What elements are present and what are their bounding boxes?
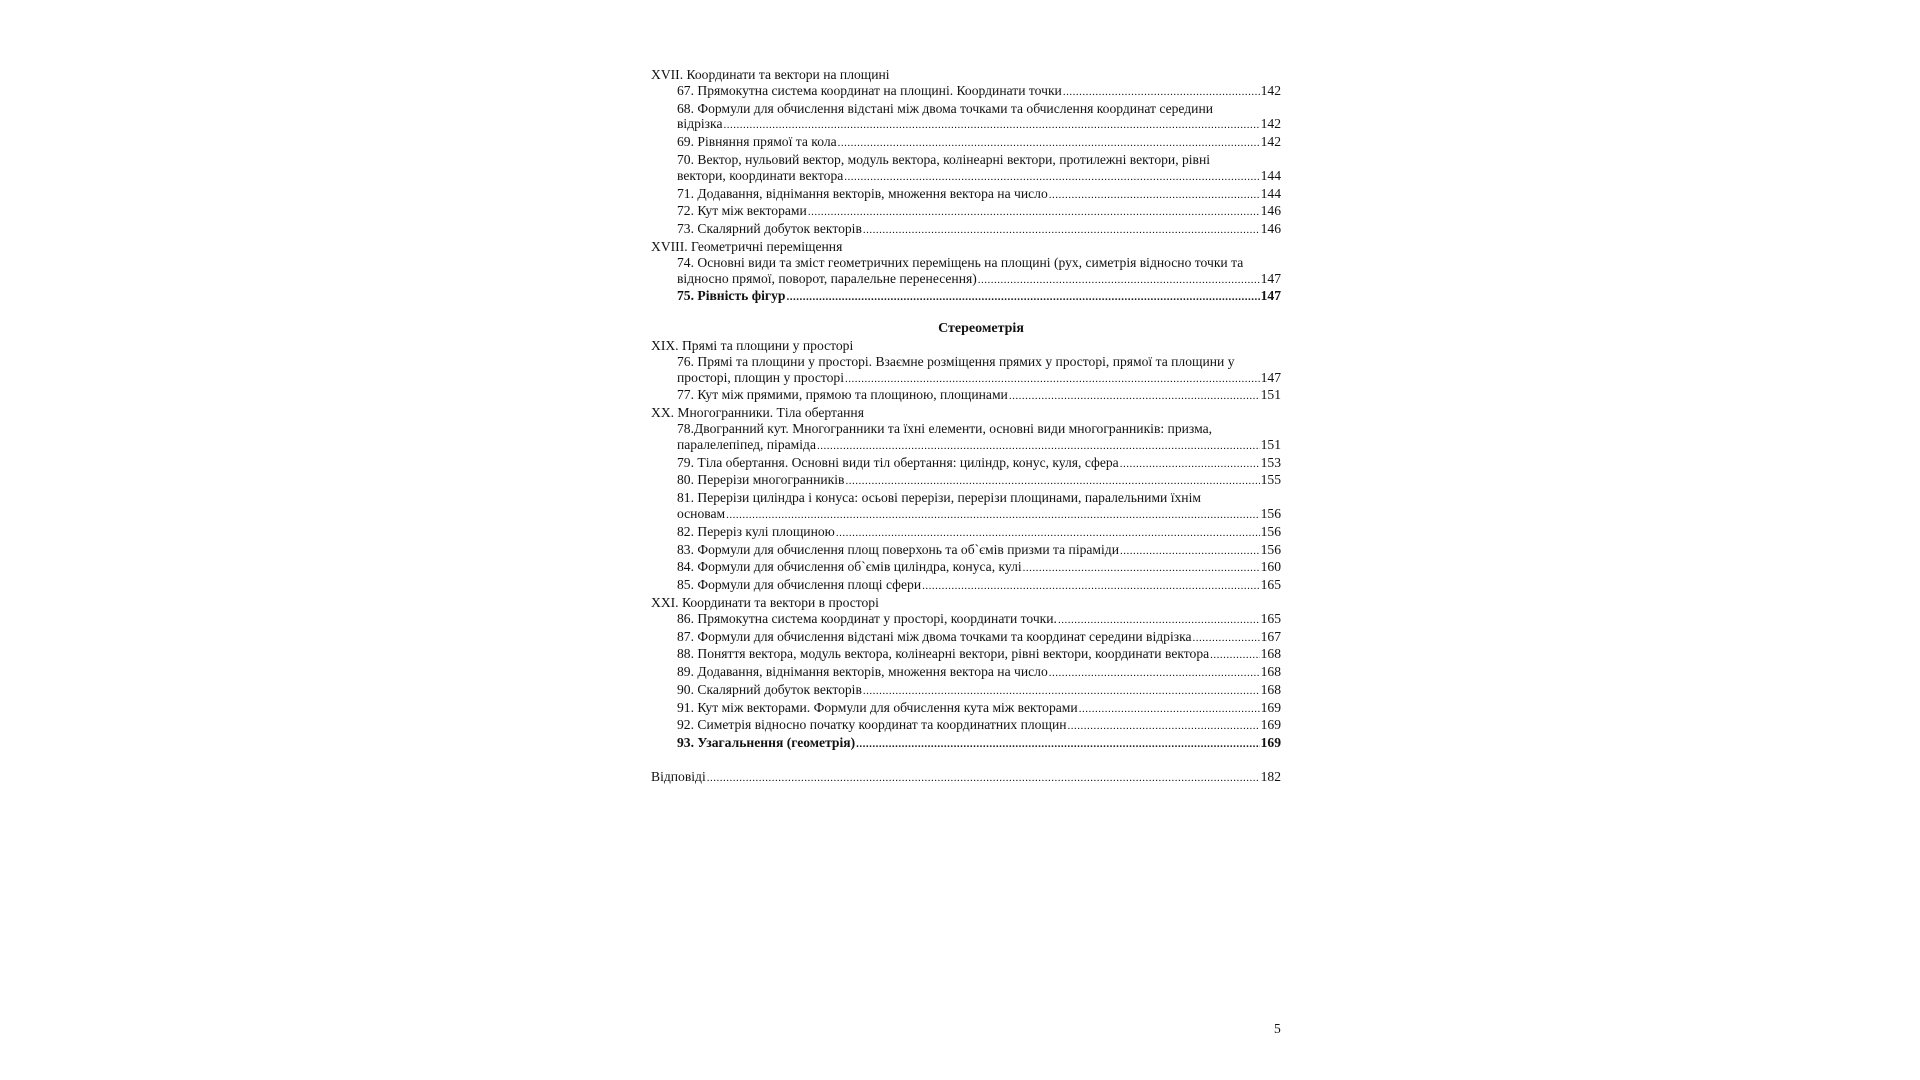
dot-leader bbox=[726, 508, 1259, 524]
dot-leader bbox=[1068, 719, 1260, 735]
entry-page: 168 bbox=[1260, 681, 1281, 697]
entry-page: 168 bbox=[1260, 664, 1281, 680]
toc-entry[interactable] bbox=[651, 472, 1281, 490]
entry-page: 147 bbox=[1260, 270, 1281, 286]
toc-entry[interactable] bbox=[651, 221, 1281, 239]
entry-title: 75. Рівність фігур bbox=[677, 288, 786, 304]
dot-leader bbox=[922, 579, 1260, 595]
entry-title-cont: вектори, координати вектора bbox=[677, 167, 844, 183]
entry-page: 156 bbox=[1260, 505, 1281, 521]
toc-entry[interactable] bbox=[651, 646, 1281, 664]
entry-title: 93. Узагальнення (геометрія) bbox=[677, 735, 856, 751]
entry-title: 88. Поняття вектора, модуль вектора, колінеарні вектори, рівні вектори, координати вектора bbox=[677, 646, 1210, 662]
dot-leader bbox=[1063, 85, 1260, 101]
dot-leader bbox=[724, 118, 1260, 134]
entry-page: 155 bbox=[1260, 472, 1281, 488]
entry-title: 74. Основні види та зміст геометричних переміщень на площині (рух, симетрія відносно точки та bbox=[677, 254, 1244, 270]
entry-page: 144 bbox=[1260, 167, 1281, 183]
dot-leader bbox=[1210, 648, 1259, 664]
entry-title: 70. Вектор, нульовий вектор, модуль вектора, колінеарні вектори, протилежні вектори, рівні bbox=[677, 151, 1211, 167]
section-heading: XVII. Координати та вектори на площині bbox=[651, 67, 890, 82]
entry-title: 91. Кут між векторами. Формули для обчислення кута між векторами bbox=[677, 699, 1078, 715]
entry-title-cont: просторі, площин у просторі bbox=[677, 369, 845, 385]
toc-entry[interactable] bbox=[651, 717, 1281, 735]
entry-page: 156 bbox=[1260, 541, 1281, 557]
entry-title: 85. Формули для обчислення площі сфери bbox=[677, 577, 922, 593]
entry-title-cont: відносно прямої, поворот, паралельне перенесення) bbox=[677, 270, 977, 286]
entry-title: 87. Формули для обчислення відстані між двома точками та координат середини відрізка bbox=[677, 628, 1192, 644]
entry-page: 167 bbox=[1260, 628, 1281, 644]
toc-entry[interactable] bbox=[651, 134, 1281, 152]
toc-entry[interactable] bbox=[651, 354, 1281, 388]
dot-leader bbox=[707, 771, 1260, 787]
section-heading: XVIII. Геометричні переміщення bbox=[651, 238, 843, 254]
dot-leader bbox=[1049, 666, 1260, 682]
toc-entry[interactable] bbox=[651, 611, 1281, 629]
toc-entry[interactable] bbox=[651, 577, 1281, 595]
entry-page: 165 bbox=[1260, 577, 1281, 593]
dot-leader bbox=[838, 136, 1260, 152]
dot-leader bbox=[844, 170, 1259, 186]
entry-page: 142 bbox=[1260, 134, 1281, 150]
toc-entry[interactable] bbox=[651, 524, 1281, 542]
dot-leader bbox=[978, 273, 1260, 289]
entry-page: 146 bbox=[1260, 221, 1281, 237]
toc-entry[interactable] bbox=[651, 542, 1281, 560]
toc-entry[interactable] bbox=[651, 255, 1281, 289]
entry-title: 79. Тіла обертання. Основні види тіл обертання: циліндр, конус, куля, сфера bbox=[677, 454, 1119, 470]
section-heading: XX. Многогранники. Тіла обертання bbox=[651, 405, 864, 421]
entry-title: 82. Переріз кулі площиною bbox=[677, 523, 835, 539]
answers-page: 182 bbox=[1260, 769, 1281, 785]
entry-page: 147 bbox=[1260, 369, 1281, 385]
entry-title: 89. Додавання, віднімання векторів, множення вектора на число bbox=[677, 664, 1048, 680]
entry-title: 92. Симетрія відносно початку координат та координатних площин bbox=[677, 717, 1067, 733]
dot-leader bbox=[863, 223, 1260, 239]
toc-entry[interactable] bbox=[651, 203, 1281, 221]
entry-page: 168 bbox=[1260, 646, 1281, 662]
dot-leader bbox=[845, 372, 1260, 388]
toc-entry[interactable] bbox=[651, 421, 1281, 455]
spacer bbox=[651, 306, 1281, 321]
entry-page: 142 bbox=[1260, 82, 1281, 98]
dot-leader bbox=[1120, 457, 1260, 473]
stereometry-heading: Стереометрія bbox=[938, 321, 1024, 337]
dot-leader bbox=[1120, 544, 1260, 560]
dot-leader bbox=[863, 684, 1260, 700]
entry-page: 169 bbox=[1260, 717, 1281, 733]
entry-title: 81. Перерізи циліндра і конуса: осьові перерізи, перерізи площинами, паралельними їхнім bbox=[677, 490, 1201, 506]
dot-leader bbox=[1049, 188, 1260, 204]
entry-page: 142 bbox=[1260, 116, 1281, 132]
table-of-contents bbox=[651, 67, 1281, 787]
entry-page: 169 bbox=[1260, 735, 1281, 751]
toc-entry[interactable] bbox=[651, 101, 1281, 135]
entry-title: 72. Кут між векторами bbox=[677, 203, 807, 219]
dot-leader bbox=[808, 205, 1260, 221]
toc-entry[interactable] bbox=[651, 490, 1281, 524]
entry-title: 71. Додавання, віднімання векторів, множення вектора на число bbox=[677, 185, 1048, 201]
toc-entry[interactable] bbox=[651, 700, 1281, 718]
entry-page: 165 bbox=[1260, 610, 1281, 626]
dot-leader bbox=[786, 290, 1259, 306]
entry-title: 83. Формули для обчислення площ поверхонь та об`ємів призми та піраміди bbox=[677, 541, 1119, 557]
toc-entry[interactable] bbox=[651, 186, 1281, 204]
dot-leader bbox=[836, 526, 1260, 542]
toc-entry[interactable] bbox=[651, 288, 1281, 306]
toc-entry[interactable] bbox=[651, 83, 1281, 101]
toc-entry[interactable] bbox=[651, 455, 1281, 473]
dot-leader bbox=[856, 737, 1259, 753]
toc-entry[interactable] bbox=[651, 629, 1281, 647]
entry-page: 169 bbox=[1260, 699, 1281, 715]
toc-answers[interactable] bbox=[651, 769, 1281, 787]
dot-leader bbox=[1058, 613, 1260, 629]
section-heading: XIX. Прямі та площини у просторі bbox=[651, 337, 854, 353]
dot-leader bbox=[1079, 702, 1260, 718]
entry-page: 151 bbox=[1260, 387, 1281, 403]
entry-title: 90. Скалярний добуток векторів bbox=[677, 681, 862, 697]
entry-title: 80. Перерізи многогранників bbox=[677, 472, 845, 488]
dot-leader bbox=[1193, 631, 1260, 647]
dot-leader bbox=[1009, 389, 1260, 405]
dot-leader bbox=[817, 439, 1260, 455]
page-number: 5 bbox=[1274, 1021, 1281, 1036]
entry-title-cont: паралелепіпед, піраміда bbox=[677, 436, 816, 452]
toc-entry[interactable] bbox=[651, 387, 1281, 405]
answers-label: Відповіді bbox=[651, 769, 706, 785]
entry-title: 76. Прямі та площини у просторі. Взаємне розміщення прямих у просторі, прямої та площини у bbox=[677, 353, 1235, 369]
entry-page: 147 bbox=[1260, 288, 1281, 304]
entry-title-cont: відрізка bbox=[677, 116, 723, 132]
entry-title: 78.Двогранний кут. Многогранники та їхні елементи, основні види многогранників: призма, bbox=[677, 420, 1213, 436]
toc-entry[interactable] bbox=[651, 559, 1281, 577]
entry-title-cont: основам bbox=[677, 505, 726, 521]
section-heading: XXI. Координати та вектори в просторі bbox=[651, 594, 879, 610]
toc-entry[interactable] bbox=[651, 735, 1281, 753]
entry-page: 160 bbox=[1260, 559, 1281, 575]
entry-title: 68. Формули для обчислення відстані між двома точками та обчислення координат середини bbox=[677, 100, 1213, 116]
toc-entry[interactable] bbox=[651, 664, 1281, 682]
entry-title: 84. Формули для обчислення об`ємів циліндра, конуса, кулі bbox=[677, 559, 1022, 575]
entry-title: 67. Прямокутна система координат на площині. Координати точки bbox=[677, 82, 1062, 98]
entry-title: 69. Рівняння прямої та кола bbox=[677, 134, 837, 150]
dot-leader bbox=[1023, 561, 1260, 577]
entry-page: 151 bbox=[1260, 436, 1281, 452]
spacer bbox=[651, 753, 1281, 769]
entry-title: 86. Прямокутна система координат у просторі, координати точки. bbox=[677, 610, 1057, 626]
entry-page: 153 bbox=[1260, 454, 1281, 470]
toc-entry[interactable] bbox=[651, 682, 1281, 700]
entry-page: 144 bbox=[1260, 185, 1281, 201]
dot-leader bbox=[845, 474, 1259, 490]
entry-page: 156 bbox=[1260, 523, 1281, 539]
toc-entry[interactable] bbox=[651, 152, 1281, 186]
entry-page: 146 bbox=[1260, 203, 1281, 219]
entry-title: 77. Кут між прямими, прямою та площиною, площинами bbox=[677, 387, 1008, 403]
entry-title: 73. Скалярний добуток векторів bbox=[677, 221, 862, 237]
